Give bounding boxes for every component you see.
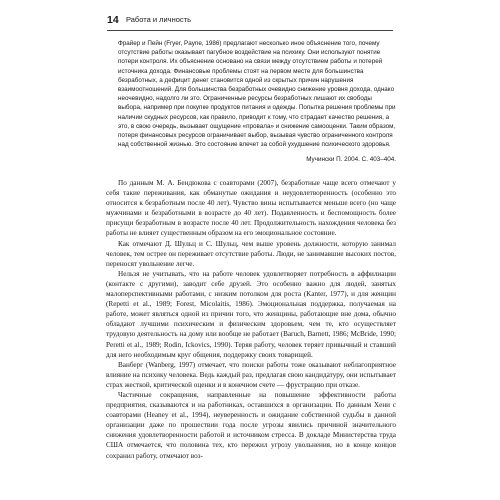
paragraph: Ванберг (Wanberg, 1997) отмечает, что поиски работы тоже оказывают неблагоприятное влияние на психику человека. Ведь каждый раз, предлагая свою кандидатуру, они испытывает страх жесткой, критической оценки и в конечном счете — фрустрацию при отказе. (106, 360, 396, 389)
body-text (106, 178, 396, 461)
paragraph: Частичные сокращения, направленные на повышение эффективности работы предприятия, сказываются и на работниках, оставшихся в организации. По данным Хени с соавторами (Heaney et al., 1994), неуверенность и ожидание собственной судьбы в данной организации даже по прошествии года после угрозы явились причиной значительного снижения удовлетворенности работой и источником стресса. В докладе Министерства труда США отмечается, что половина тех, кто пережил угрозу увольнения, но в конце концов сохранил работу, отмечают воз- (106, 390, 396, 460)
paragraph: Как отмечают Д. Шульц и С. Шульц, чем выше уровень должности, которую занимал человек, тем острее он переживает отсутствие работы. Люди, не занимавшие высоких постов, переносят увольнение легче. (106, 239, 396, 268)
quote-block (118, 39, 396, 165)
paragraph: Нельзя не учитывать, что на работе человек удовлетворяет потребность в аффилиации (контакте с другими), заводит себе друзей. Это особенно важно для людей, занятых малоперспективными работами, с низким потолком для роста (Kanter, 1977), и для женщин (Repetti et al., 1989; Forest, Micolaitis, 1986). Эмоциональная поддержка, получаемая на работе, может являться одной из причин того, что женщины, работающие вне дома, обычно обладают лучшими психическим и физическим здоровьем, чем те, кто осуществляет трудовую деятельность на дому или вообще не работает (Baruch, Barnett, 1986; McBride, 1990; Peretti et al., 1989; Rodin, Ickovics, 1990). Теряя работу, человек теряет привычный и ставший для него необходимым круг общения, поддержку своих товарищей. (106, 269, 396, 359)
page-header (107, 10, 393, 30)
header-rule (107, 30, 393, 31)
quote-text: Фрайер и Пейн (Fryer, Payne, 1986) предлагают несколько иное объяснение того, почему отсутствие работы оказывает пагубное воздействие на психику. Они используют понятие потери контроля. Их объяснение основано на связи между отсутствием работы и потерей источника дохода. Финансовые проблемы стоят на первом месте для большинства безработных, а дефицит денег становится одной из скрытых причин нарушения взаимоотношений. Для большинства безработных очевидно снижение уровня дохода, однако неочевидно, надолго ли это. Ограниченные ресурсы безработных лишают их свободы выбора, например при покупке продуктов питания и одежды. Попытка решения проблемы при наличии скудных ресурсов, как правило, приводит к тому, что страдает качество решения, а это, в свою очередь, вызывает ощущение «провала» и снижение самооценки. Таким образом, потеря финансовых ресурсов ограничивает выбор, вызывая чувство ограниченного контроля над собственной жизнью. Это состояние влечет за собой ухудшение психического здоровья. (118, 40, 396, 149)
page-number: 14 (107, 14, 119, 26)
paragraph: По данным М. А. Бендюкова с соавторами (2007), безработные чаще всего отмечают у себя такие переживания, как обманутые ожидания и неудовлетворенность (особенно это относится к безработным после 40 лет). Чувство вины испытывается меньше всего (но чаще мужчинами и безработными в возрасте до 40 лет). Подавленность и беспомощность более присущи безработным в возрасте после 40 лет. Продолжительность нахождения человека без работы не влияет существенным образом на его эмоциональное состояние. (106, 179, 396, 238)
quote-source: Мучински П. 2004. С. 403–404. (306, 156, 396, 164)
running-title: Работа и личность (126, 15, 191, 24)
